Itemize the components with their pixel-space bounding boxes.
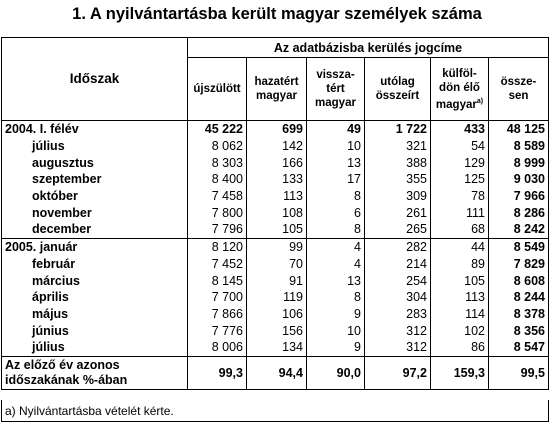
row-label: október [2, 188, 188, 205]
column-header-total: össze- sen [489, 58, 549, 121]
value-cell: 91 [247, 272, 307, 289]
value-cell: 7 700 [188, 289, 247, 306]
value-cell: 8 120 [188, 238, 247, 255]
footnote-marker: a) [476, 97, 484, 105]
table-body [2, 121, 549, 390]
value-cell: 283 [365, 306, 431, 323]
table-row [2, 272, 549, 289]
value-cell: 108 [247, 204, 307, 221]
table-row [2, 306, 549, 323]
total-cell: 8 242 [489, 221, 549, 238]
total-cell: 8 378 [489, 306, 549, 323]
column-header-later-enrolled: utólag összeírt [365, 58, 431, 121]
total-cell: 8 608 [489, 272, 549, 289]
row-label: szeptember [2, 171, 188, 188]
total-cell: 8 999 [489, 154, 549, 171]
total-cell: 48 125 [489, 121, 549, 138]
column-header-newborn: újszülött [188, 58, 247, 121]
legal-basis-group-header: Az adatbázisba kerülés jogcíme [188, 38, 549, 58]
table-title: 1. A nyilvántartásba került magyar személyek száma [72, 5, 482, 23]
value-cell: 7 458 [188, 188, 247, 205]
value-cell: 6 [307, 204, 365, 221]
period-column-header: Időszak [2, 38, 188, 121]
value-cell: 8 [307, 221, 365, 238]
value-cell: 111 [431, 204, 489, 221]
value-cell: 9 [307, 306, 365, 323]
summary-cell: 90,0 [307, 356, 365, 389]
value-cell: 102 [431, 322, 489, 339]
footnote: a) Nyilvántartásba vételét kérte. [1, 400, 549, 422]
value-cell: 388 [365, 154, 431, 171]
value-cell: 10 [307, 138, 365, 155]
value-cell: 44 [431, 238, 489, 255]
total-cell: 7 829 [489, 256, 549, 273]
row-label: június [2, 322, 188, 339]
value-cell: 89 [431, 256, 489, 273]
value-cell: 54 [431, 138, 489, 155]
value-cell: 433 [431, 121, 489, 138]
value-cell: 166 [247, 154, 307, 171]
summary-cell: 99,5 [489, 356, 549, 389]
value-cell: 699 [247, 121, 307, 138]
row-label: november [2, 204, 188, 221]
row-label: 2004. I. félév [2, 121, 188, 138]
value-cell: 214 [365, 256, 431, 273]
table-row [2, 256, 549, 273]
value-cell: 321 [365, 138, 431, 155]
value-cell: 125 [431, 171, 489, 188]
summary-cell: 159,3 [431, 356, 489, 389]
table-row [2, 121, 549, 138]
value-cell: 45 222 [188, 121, 247, 138]
total-cell: 7 966 [489, 188, 549, 205]
value-cell: 8 145 [188, 272, 247, 289]
table-row [2, 322, 549, 339]
value-cell: 10 [307, 322, 365, 339]
row-label: augusztus [2, 154, 188, 171]
row-label: július [2, 339, 188, 356]
summary-cell: 94,4 [247, 356, 307, 389]
value-cell: 261 [365, 204, 431, 221]
value-cell: 114 [431, 306, 489, 323]
value-cell: 13 [307, 154, 365, 171]
value-cell: 7 866 [188, 306, 247, 323]
value-cell: 8 062 [188, 138, 247, 155]
value-cell: 312 [365, 339, 431, 356]
value-cell: 17 [307, 171, 365, 188]
table-row [2, 154, 549, 171]
value-cell: 105 [247, 221, 307, 238]
value-cell: 113 [431, 289, 489, 306]
total-cell: 8 286 [489, 204, 549, 221]
row-label: március [2, 272, 188, 289]
row-label: április [2, 289, 188, 306]
value-cell: 304 [365, 289, 431, 306]
value-cell: 8 303 [188, 154, 247, 171]
table-row [2, 188, 549, 205]
value-cell: 312 [365, 322, 431, 339]
value-cell: 86 [431, 339, 489, 356]
value-cell: 49 [307, 121, 365, 138]
summary-label: Az előző év azonos időszakának %-ában [2, 356, 188, 389]
value-cell: 99 [247, 238, 307, 255]
column-header-returned-home: hazatért magyar [247, 58, 307, 121]
value-cell: 9 [307, 339, 365, 356]
row-label: december [2, 221, 188, 238]
total-cell: 8 244 [489, 289, 549, 306]
value-cell: 142 [247, 138, 307, 155]
total-cell: 8 547 [489, 339, 549, 356]
value-cell: 8 400 [188, 171, 247, 188]
total-cell: 8 549 [489, 238, 549, 255]
value-cell: 7 776 [188, 322, 247, 339]
value-cell: 4 [307, 256, 365, 273]
value-cell: 8 [307, 289, 365, 306]
value-cell: 156 [247, 322, 307, 339]
value-cell: 105 [431, 272, 489, 289]
value-cell: 7 452 [188, 256, 247, 273]
value-cell: 113 [247, 188, 307, 205]
value-cell: 78 [431, 188, 489, 205]
statistics-table [1, 37, 549, 390]
summary-cell: 97,2 [365, 356, 431, 389]
value-cell: 134 [247, 339, 307, 356]
total-cell: 8 356 [489, 322, 549, 339]
value-cell: 68 [431, 221, 489, 238]
value-cell: 1 722 [365, 121, 431, 138]
value-cell: 133 [247, 171, 307, 188]
value-cell: 7 800 [188, 204, 247, 221]
row-label: július [2, 138, 188, 155]
table-row [2, 221, 549, 238]
table-row [2, 171, 549, 188]
value-cell: 355 [365, 171, 431, 188]
table-row [2, 138, 549, 155]
value-cell: 13 [307, 272, 365, 289]
value-cell: 70 [247, 256, 307, 273]
total-cell: 9 030 [489, 171, 549, 188]
table-row [2, 238, 549, 255]
table-row [2, 289, 549, 306]
row-label: 2005. január [2, 238, 188, 255]
value-cell: 119 [247, 289, 307, 306]
value-cell: 265 [365, 221, 431, 238]
value-cell: 254 [365, 272, 431, 289]
row-label: február [2, 256, 188, 273]
value-cell: 106 [247, 306, 307, 323]
summary-cell: 99,3 [188, 356, 247, 389]
table-row [2, 339, 549, 356]
row-label: május [2, 306, 188, 323]
total-cell: 8 589 [489, 138, 549, 155]
value-cell: 8 [307, 188, 365, 205]
value-cell: 129 [431, 154, 489, 171]
value-cell: 7 796 [188, 221, 247, 238]
value-cell: 309 [365, 188, 431, 205]
value-cell: 8 006 [188, 339, 247, 356]
value-cell: 4 [307, 238, 365, 255]
column-header-returned: vissza- tért magyar [307, 58, 365, 121]
summary-row [2, 356, 549, 389]
column-header-abroad: külföl- dön élő magyar$^{a)}$ [431, 58, 489, 121]
table-row [2, 204, 549, 221]
value-cell: 282 [365, 238, 431, 255]
